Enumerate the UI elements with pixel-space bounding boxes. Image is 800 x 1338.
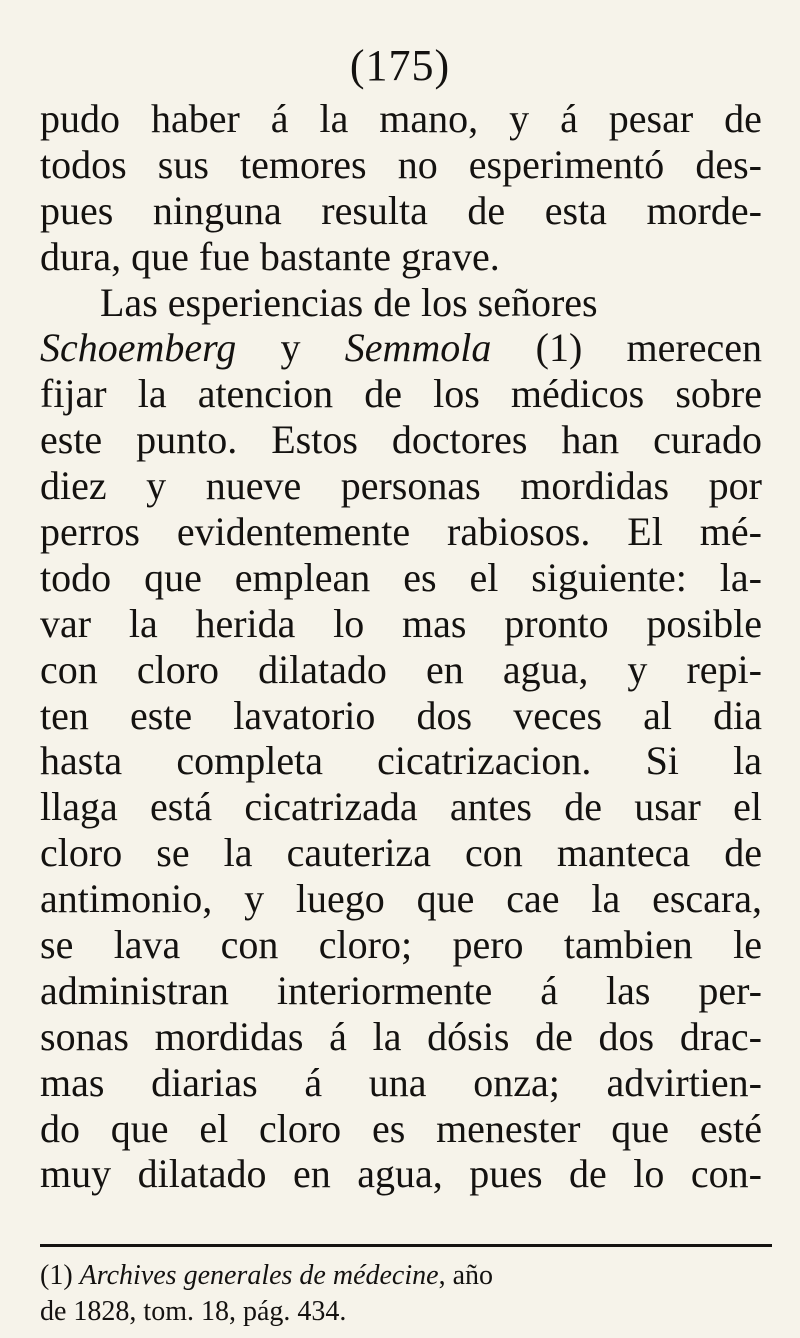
word: dósis (427, 1013, 510, 1059)
word: pero (452, 922, 524, 968)
word: que (611, 1105, 669, 1151)
word: fijar (40, 371, 107, 417)
word: dia (713, 692, 762, 738)
word: punto. (136, 417, 238, 463)
footnote-line (40, 1258, 752, 1294)
word: nueve (205, 463, 302, 509)
word: esperimentó (468, 141, 665, 187)
word: de (724, 96, 762, 141)
word: des- (695, 141, 762, 187)
word: las (606, 967, 651, 1013)
body-text (40, 96, 762, 1197)
page-number: (175) (349, 41, 451, 90)
text-line (40, 784, 762, 830)
word: mano, (379, 96, 479, 141)
word: la (733, 738, 762, 784)
word: y (244, 876, 265, 922)
word: repi- (686, 646, 762, 692)
word: es (371, 1105, 406, 1151)
word: cicatrizada (244, 784, 418, 830)
word: menester (436, 1105, 581, 1151)
word: de (467, 187, 506, 233)
word: con- (690, 1151, 762, 1197)
word: no (397, 141, 438, 187)
word: hasta (40, 738, 123, 784)
word: con (220, 922, 279, 968)
word: curado (653, 417, 762, 463)
word: en (292, 1151, 331, 1197)
text-line (40, 555, 762, 601)
word: Si (645, 738, 679, 784)
footnote-line-tail: , año (438, 1260, 494, 1291)
word: el (199, 1105, 229, 1151)
word: la- (719, 554, 762, 600)
footnote-reference: (1) (535, 325, 583, 371)
word: cloro (136, 646, 220, 692)
word: perros (40, 509, 140, 555)
word: cloro (40, 830, 123, 876)
word: antes (449, 784, 532, 830)
word: de (569, 1151, 607, 1197)
word: mordidas (154, 1013, 304, 1059)
text-line (40, 142, 762, 188)
footnote-source-title: Archives generales de médecine (79, 1260, 439, 1291)
text-line (40, 417, 762, 463)
word: cauteriza (286, 830, 431, 876)
line-tail-text: merecen (626, 325, 762, 371)
word: está (149, 784, 213, 830)
word: lo (633, 1151, 665, 1197)
author-name-semmola: Semmola (344, 325, 492, 371)
word: ninguna (152, 187, 282, 233)
word: la (372, 1013, 402, 1059)
word: manteca (556, 830, 691, 876)
word: antimonio, (40, 876, 213, 922)
word: de (535, 1013, 573, 1059)
word: herida (195, 600, 296, 646)
word: una (368, 1059, 427, 1105)
text-line (40, 371, 762, 417)
word: mas (40, 1059, 105, 1105)
word: de (564, 784, 602, 830)
word: que (110, 1105, 169, 1151)
word: sonas (40, 1013, 129, 1059)
word: con (40, 646, 98, 692)
text-line (40, 922, 762, 968)
text-line (40, 876, 762, 922)
text-line (40, 1060, 762, 1106)
word: á (304, 1059, 323, 1105)
text-line (40, 463, 762, 509)
text-line (40, 968, 762, 1014)
word: pesar (608, 96, 694, 141)
text-line (40, 1151, 762, 1197)
word: se (156, 830, 190, 876)
word: y (509, 96, 530, 141)
word: agua, (357, 1151, 443, 1197)
word: do (40, 1105, 80, 1151)
word: á (560, 96, 578, 141)
word: cae (506, 876, 560, 922)
word: cloro (258, 1105, 342, 1151)
word: luego (295, 876, 385, 922)
word: pronto (504, 600, 609, 646)
word: médicos (510, 371, 645, 417)
word: llaga (40, 784, 118, 830)
word: administran (40, 967, 229, 1013)
word: cloro; (318, 922, 413, 968)
footnote (40, 1258, 752, 1330)
footnote-divider (40, 1244, 772, 1247)
word: lo (333, 600, 365, 646)
word: evidentemente (176, 509, 411, 555)
text-line: dura, que fue bastante grave. (40, 233, 500, 279)
word: le (733, 922, 762, 968)
word: lava (113, 922, 181, 968)
word: El (627, 509, 663, 555)
word: dilatado (137, 1151, 267, 1197)
word: pues (469, 1151, 543, 1197)
author-name-schoemberg: Schoemberg (40, 325, 237, 371)
word: el (469, 554, 499, 600)
word: la (223, 830, 253, 876)
word: dos (598, 1013, 655, 1059)
text-line (40, 738, 762, 784)
word: resulta (321, 187, 428, 233)
word: per- (698, 967, 762, 1013)
word: temores (239, 141, 367, 187)
paragraph-opening-text: Las esperiencias de los señores (100, 279, 598, 325)
word: agua, (502, 646, 589, 692)
text-line (40, 96, 762, 142)
word: mas (402, 600, 467, 646)
word: haber (150, 96, 240, 141)
word: mé- (699, 509, 762, 555)
word: á (540, 967, 559, 1013)
word: han (561, 417, 620, 463)
word: todos (40, 141, 127, 187)
word: los (433, 371, 480, 417)
word: sus (157, 141, 209, 187)
word: siguiente: (531, 554, 687, 600)
word: cicatrizacion. (377, 738, 592, 784)
word: esté (699, 1105, 762, 1151)
word: se (40, 922, 74, 968)
word: á (270, 96, 289, 141)
word: pues (40, 187, 114, 233)
word: ten (40, 692, 89, 738)
word: por (708, 463, 762, 509)
text-line (40, 188, 762, 234)
word: onza; (473, 1059, 560, 1105)
word: y (627, 646, 648, 692)
word: todo (40, 554, 112, 600)
word: que (416, 876, 475, 922)
word: pudo (40, 96, 120, 141)
word: dilatado (258, 646, 387, 692)
word: rabiosos. (447, 509, 591, 555)
word: la (319, 96, 349, 141)
word: mordidas (520, 463, 670, 509)
word: á (329, 1013, 347, 1059)
word: con (465, 830, 523, 876)
word: esta (544, 187, 607, 233)
word: doctores (391, 417, 528, 463)
word: emplean (234, 554, 371, 600)
text-line-paragraph-start (40, 280, 762, 326)
word: es (403, 554, 437, 600)
word: drac- (679, 1013, 762, 1059)
text-line-names (40, 325, 762, 371)
word: usar (634, 784, 701, 830)
word: var (40, 600, 92, 646)
word: diarias (151, 1059, 258, 1105)
conjunction-text: y (280, 325, 301, 371)
word: tambien (563, 922, 693, 968)
text-line (40, 647, 762, 693)
word: de (364, 371, 403, 417)
text-line (40, 1106, 762, 1152)
text-line (40, 509, 762, 555)
word: sobre (675, 371, 762, 417)
word: este (40, 417, 103, 463)
word: escara, (652, 876, 762, 922)
text-line (40, 693, 762, 739)
text-line (40, 830, 762, 876)
footnote-marker: (1) (40, 1260, 73, 1291)
text-line (40, 1014, 762, 1060)
text-line (40, 601, 762, 647)
word: este (129, 692, 193, 738)
word: la (128, 600, 158, 646)
word: el (733, 784, 762, 830)
word: lavatorio (233, 692, 376, 738)
word: personas (340, 463, 481, 509)
word: morde- (646, 187, 762, 233)
word: advirtien- (606, 1059, 762, 1105)
word: la (137, 371, 167, 417)
word: posible (646, 600, 762, 646)
word: la (591, 876, 621, 922)
word: Estos (271, 417, 358, 463)
word: muy (40, 1151, 112, 1197)
word: al (643, 692, 672, 738)
word: en (426, 646, 464, 692)
word: que (144, 554, 202, 600)
word: de (724, 830, 762, 876)
word: completa (176, 738, 323, 784)
word: atencion (197, 371, 334, 417)
word: interiormente (276, 967, 493, 1013)
footnote-line: de 1828, tom. 18, pág. 434. (40, 1296, 347, 1327)
word: diez (40, 463, 107, 509)
word: y (146, 463, 167, 509)
word: veces (513, 692, 603, 738)
word: dos (416, 692, 473, 738)
